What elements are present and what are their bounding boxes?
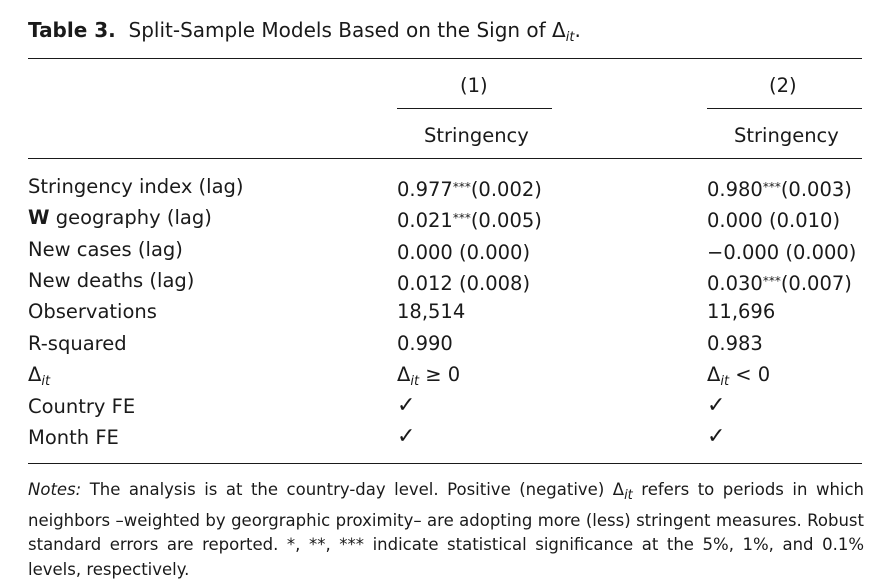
title-end: . [574,18,581,42]
row-value-col1: 0.977***(0.002) [397,178,542,201]
rsquared-col1: 0.990 [397,332,453,355]
delta-label: $\Delta_{it}$ [28,363,51,389]
country-fe-label: Country FE [28,395,136,418]
table-title [28,18,581,45]
col1-dependent: Stringency [424,124,529,147]
bottom-rule [28,463,862,464]
row-value-col2: 0.030***(0.007) [707,272,852,295]
notes-lead: Notes: [28,480,82,499]
row-value-col1: 0.000 (0.000) [397,241,531,264]
title-subscript: it [565,30,575,45]
rsquared-col2: 0.983 [707,332,763,355]
delta-col1: $\Delta_{it} \ge 0$ [397,363,461,389]
country-fe-col2-check-icon: ✓ [707,393,726,418]
country-fe-col1-check-icon: ✓ [397,393,416,418]
row-label: New deaths (lag) [28,269,195,292]
observations-label: Observations [28,300,157,323]
row-value-col1: 0.021***(0.005) [397,209,542,232]
row-value-col2: 0.000 (0.010) [707,209,841,232]
col1-rule [397,108,552,109]
col2-dependent: Stringency [734,124,839,147]
delta-col2: $\Delta_{it} < 0$ [707,363,771,389]
col1-number: (1) [460,74,488,97]
month-fe-col2-check-icon: ✓ [707,424,726,449]
row-label: W geography (lag) [28,206,212,229]
top-rule [28,58,862,59]
month-fe-col1-check-icon: ✓ [397,424,416,449]
table-notes: Notes: The analysis is at the country-day level. Positive (negative) $\Delta_{it}$ refers to periods in which neighbors –weighted by georgraphic proximity– are adopting more (less) stringent measures. Robust standard errors are reported. *, **, *** indicate statistical significance at the 5%, 1%, and 0.1% levels, respectively. [28,480,865,579]
col2-number: (2) [769,74,797,97]
row-value-col2: 0.980***(0.003) [707,178,852,201]
row-value-col1: 0.012 (0.008) [397,272,531,295]
row-label: Stringency index (lag) [28,175,244,198]
col2-rule [707,108,862,109]
table-title-text: Split-Sample Models Based on the Sign of Δ [128,18,566,42]
row-value-col2: −0.000 (0.000) [707,241,857,264]
month-fe-label: Month FE [28,426,119,449]
observations-col2: 11,696 [707,300,776,323]
header-rule [28,158,862,159]
table-label: Table 3. [28,18,116,42]
rsquared-label: R-squared [28,332,127,355]
row-label: New cases (lag) [28,238,183,261]
observations-col1: 18,514 [397,300,466,323]
